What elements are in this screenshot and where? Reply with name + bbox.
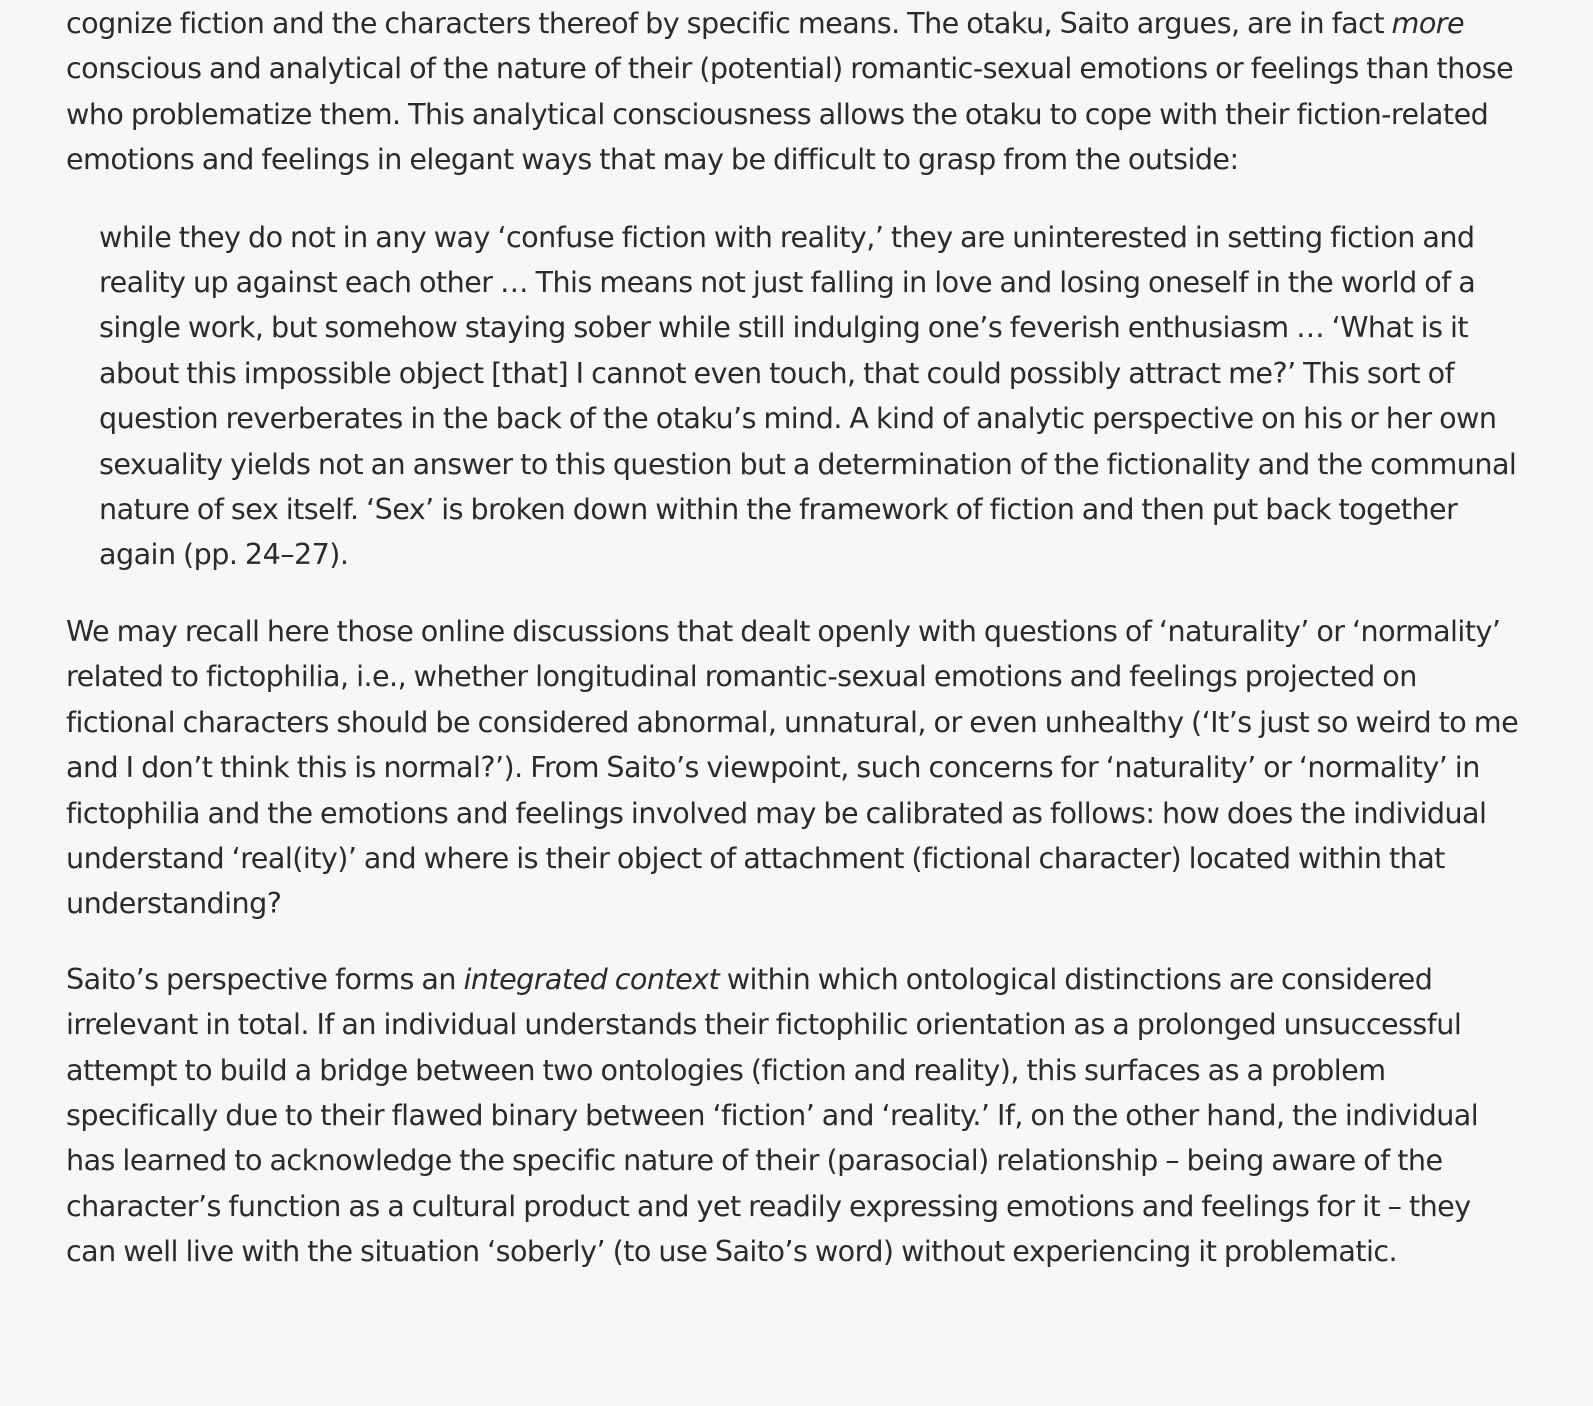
paragraph-text: Saito’s perspective forms an <box>66 961 464 996</box>
emphasis-text: more <box>1391 6 1465 40</box>
paragraph <box>66 1 1522 183</box>
paragraph: We may recall here those online discussions that dealt openly with questions of ‘naturality’ or ‘normality’ related to fictophilia, i.e., whether longitudinal romantic-sexual emotions and feelings projected on fictional characters should be considered abnormal, unnatural, or even unhealthy (‘It’s just so weird to me and I don’t think this is normal?’). From Saito’s viewpoint, such concerns for ‘naturality’ or ‘normality’ in fictophilia and the emotions and feelings involved may be calibrated as follows: how does the individual understand ‘real(ity)’ and where is their object of attachment (fictional character) located within that understanding? <box>66 613 1519 921</box>
paragraph-text: within which ontological distinctions are considered irrelevant in total. If an individual understands their fictophilic orientation as a prolonged unsuccessful attempt to build a bridge between two ontologies (fiction and reality), this surfaces as a problem specifically due to their flawed binary between ‘fiction’ and ‘reality.’ If, on the other hand, the individual has learned to acknowledge the specific nature of their (parasocial) relationship – being aware of the character’s function as a cultural product and yet readily expressing emotions and feelings for it – they can well live with the situation ‘soberly’ (to use Saito’s word) without experiencing it problematic. <box>66 961 1479 1269</box>
emphasis-text: integrated context <box>463 961 720 996</box>
paragraph <box>66 957 1522 1275</box>
block-quote: while they do not in any way ‘confuse fiction with reality,’ they are uninterested in setting fiction and reality up against each other … This means not just falling in love and losing oneself in the world of a single work, but somehow staying sober while still indulging one’s feverish enthusiasm … ‘What is it about this impossible object [that] I cannot even touch, that could possibly attract me?’ This sort of question reverberates in the back of the otaku’s mind. A kind of analytic perspective on his or her own sexuality yields not an answer to this question but a determination of the fictionality and the communal nature of sex itself. ‘Sex’ is broken down within the framework of fiction and then put back together again (pp. 24–27). <box>99 219 1517 572</box>
paragraph-text: cognize fiction and the characters thereof by specific means. The otaku, Saito argues, are in fact <box>66 6 1392 40</box>
paragraph-text: conscious and analytical of the nature of their (potential) romantic-sexual emotions or feelings than those who problematize them. This analytical consciousness allows the otaku to cope with their fiction-related emotions and feelings in elegant ways that may be difficult to grasp from the outside: <box>66 51 1514 177</box>
article-body <box>66 0 1522 1275</box>
